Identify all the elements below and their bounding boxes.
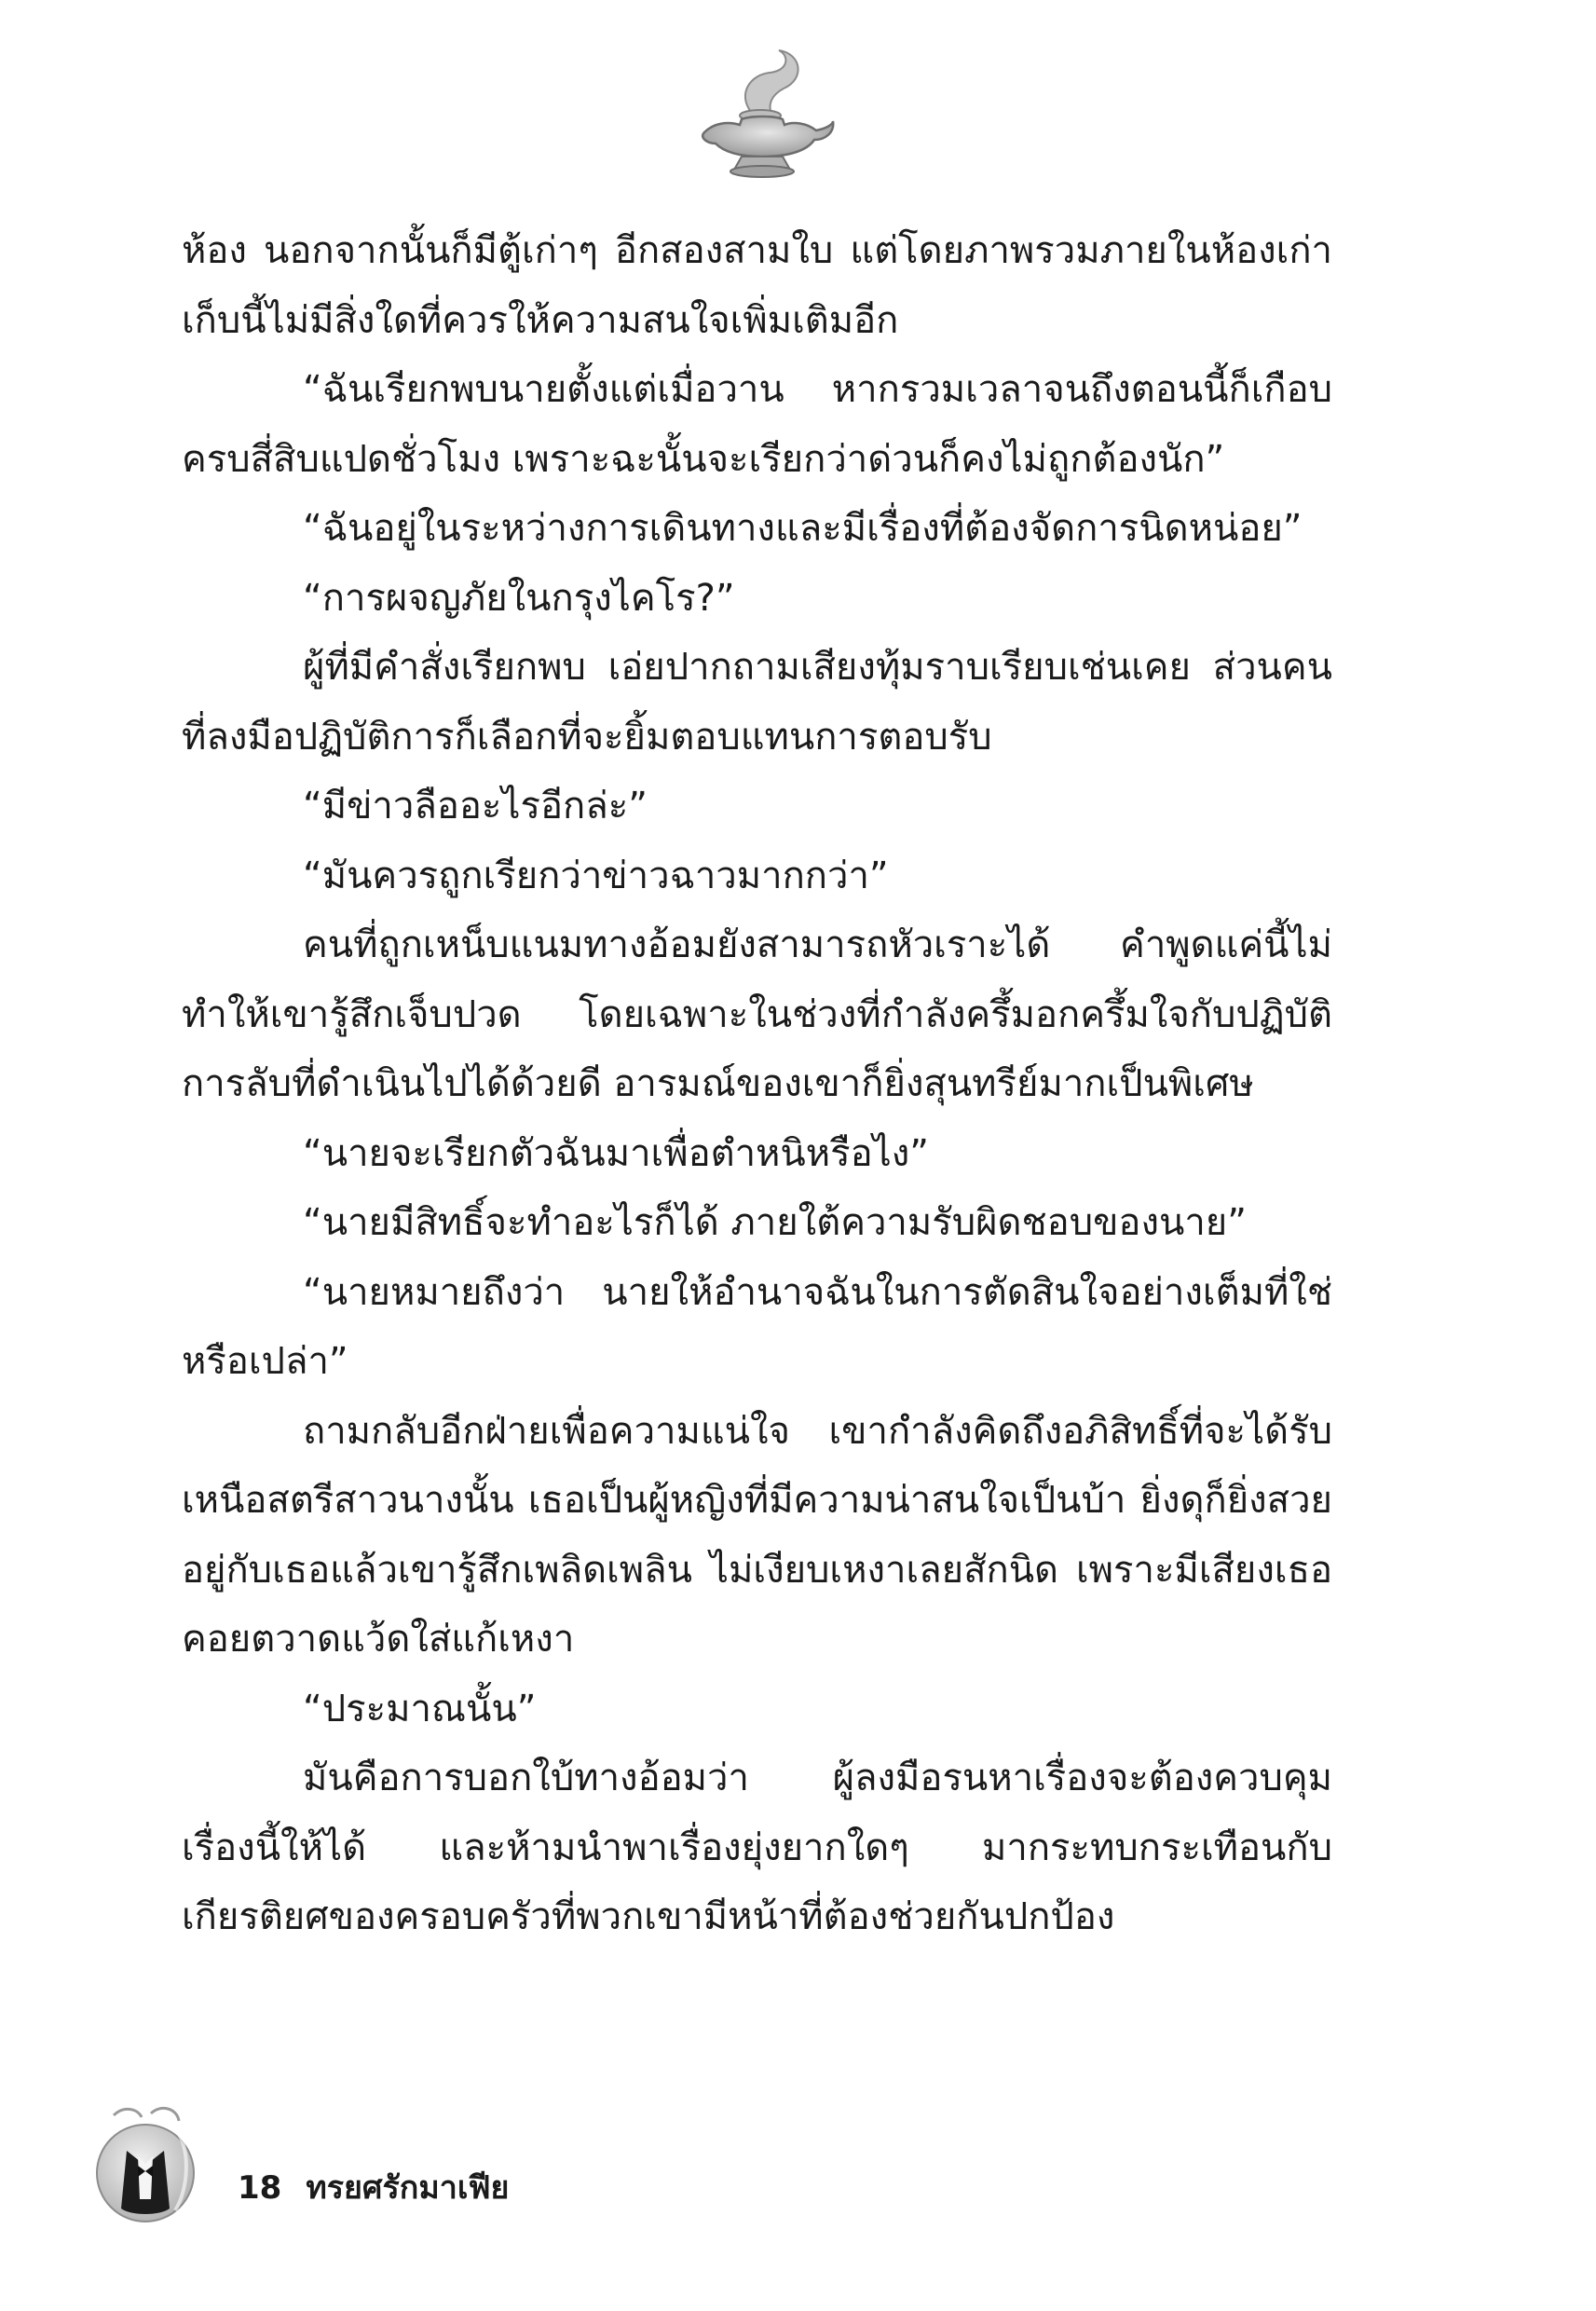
book-title: ทรยศรักมาเฟีย [306,2169,510,2207]
paragraph: คนที่ถูกเหน็บแนมทางอ้อมยังสามารถหัวเราะได้ คำพูดแค่นี้ไม่ทำให้เขารู้สึกเจ็บปวด โดยเฉพาะในช่วงที่กำลังครึ้มอกครึ้มใจกับปฏิบัติการลับที่ดำเนินไปได้ด้วยดี อารมณ์ของเขาก็ยิ่งสุนทรีย์มากเป็นพิเศษ [182,923,1332,1105]
magic-lamp-icon [686,47,835,186]
page-footer [238,2162,509,2212]
paragraph: “นายมีสิทธิ์จะทำอะไรก็ได้ ภายใต้ความรับผิดชอบของนาย” [303,1201,1247,1244]
paragraph: “ประมาณนั้น” [303,1687,537,1730]
text-body [182,216,1332,1952]
paragraph: ผู้ที่มีคำสั่งเรียกพบ เอ่ยปากถามเสียงทุ้มราบเรียบเช่นเคย ส่วนคนที่ลงมือปฏิบัติการก็เลือกที่จะยิ้มตอบแทนการตอบรับ [182,646,1332,759]
paragraph: “มันควรถูกเรียกว่าข่าวฉาวมากกว่า” [303,854,889,897]
paragraph: “การผจญภัยในกรุงไคโร?” [303,576,735,620]
paragraph: “มีข่าวลืออะไรอีกล่ะ” [303,785,648,827]
paragraph: “นายจะเรียกตัวฉันมาเพื่อตำหนิหรือไง” [303,1131,930,1175]
tuxedo-ornament-icon [86,2097,207,2236]
paragraph: ถามกลับอีกฝ่ายเพื่อความแน่ใจ เขากำลังคิดถึงอภิสิทธิ์ที่จะได้รับเหนือสตรีสาวนางนั้น เธอเป็นผู้หญิงที่มีความน่าสนใจเป็นบ้า ยิ่งดุก็ยิ่งสวย อยู่กับเธอแล้วเขารู้สึกเพลิดเพลิน ไม่เงียบเหงาเลยสักนิด เพราะมีเสียงเธอคอยตวาดแว้ดใส่แก้เหงา [182,1409,1332,1661]
paragraph: ห้อง นอกจากนั้นก็มีตู้เก่าๆ อีกสองสามใบ แต่โดยภาพรวมภายในห้องเก่าเก็บนี้ไม่มีสิ่งใดที่ควรให้ความสนใจเพิ่มเติมอีก [182,229,1332,342]
paragraph: “ฉันอยู่ในระหว่างการเดินทางและมีเรื่องที่ต้องจัดการนิดหน่อย” [303,507,1303,550]
paragraph: “นายหมายถึงว่า นายให้อำนาจฉันในการตัดสินใจอย่างเต็มที่ใช่หรือเปล่า” [182,1270,1332,1383]
paragraph: มันคือการบอกใบ้ทางอ้อมว่า ผู้ลงมือรนหาเรื่องจะต้องควบคุมเรื่องนี้ให้ได้ และห้ามนำพาเรื่องยุ่งยากใดๆ มากระทบกระเทือนกับเกียรติยศของครอบครัวที่พวกเขามีหน้าที่ต้องช่วยกันปกป้อง [182,1757,1332,1938]
page-number: 18 [238,2169,282,2207]
paragraph: “ฉันเรียกพบนายตั้งแต่เมื่อวาน หากรวมเวลาจนถึงตอนนี้ก็เกือบครบสี่สิบแปดชั่วโมง เพราะฉะนั้นจะเรียกว่าด่วนก็คงไม่ถูกต้องนัก” [182,368,1332,481]
